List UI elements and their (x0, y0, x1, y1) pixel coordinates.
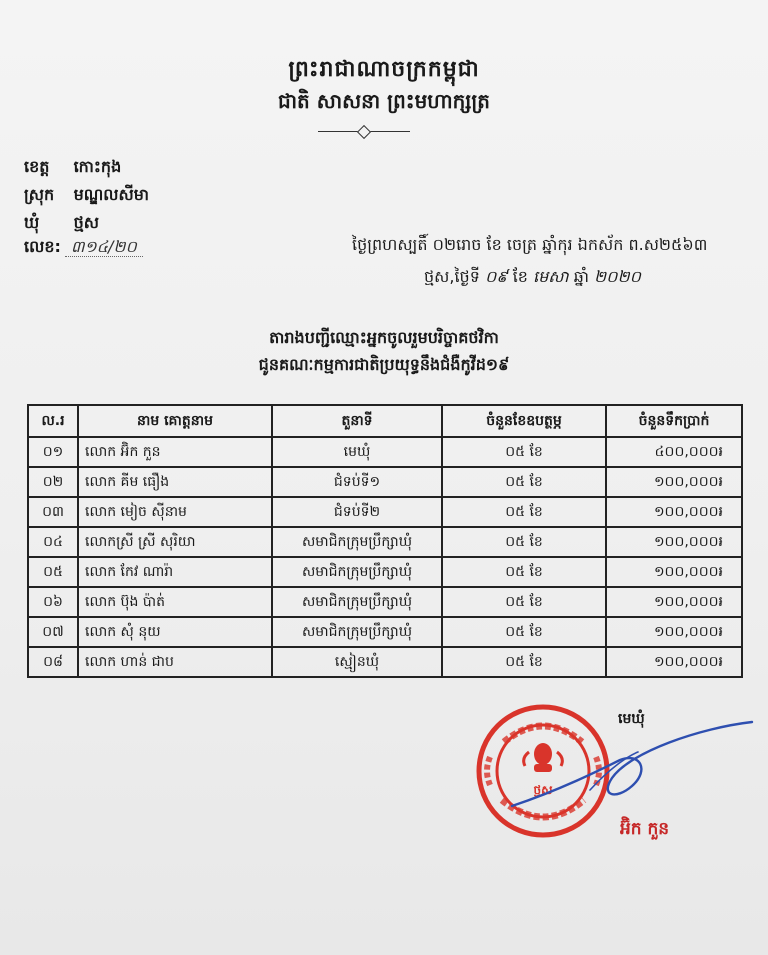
district-line (24, 184, 149, 208)
lunar-date: ថ្ងៃព្រហស្បតិ៍ ០២រោច ខែ ចេត្រ ឆ្នាំកុរ ឯកស័ក ព.ស២៥៦៣ (352, 235, 708, 254)
row-amount: ១០០,០០០៛ (606, 497, 742, 527)
document-subtitle: ជូនគណៈកម្មការជាតិប្រយុទ្ធនឹងជំងឺកូវីដ១៩ (258, 355, 510, 374)
solar-month-label: ខែ (512, 267, 528, 286)
solar-year: ២០២០ (594, 267, 641, 286)
district-value: មណ្ឌលសីមា (73, 185, 149, 204)
table-row (28, 497, 742, 527)
row-name: លោក ប៊ុង ប៉ាត់ (78, 587, 272, 617)
row-name: លោក ហាន់ ជាប (78, 647, 272, 677)
header-position: តួនាទី (272, 405, 442, 437)
row-months: ០៥ ខែ (442, 647, 606, 677)
row-amount: ១០០,០០០៛ (606, 557, 742, 587)
row-no: ០៣ (28, 497, 78, 527)
commune-value: ថ្មស (73, 213, 99, 232)
header-no: ល.រ (28, 405, 78, 437)
table-row (28, 557, 742, 587)
official-stamp (474, 702, 612, 840)
row-no: ០៥ (28, 557, 78, 587)
row-no: ០៧ (28, 617, 78, 647)
row-name: លោក សុំ នុយ (78, 617, 272, 647)
row-name: លោក អ៊ិក កួន (78, 437, 272, 467)
row-months: ០៥ ខែ (442, 437, 606, 467)
row-no: ០៨ (28, 647, 78, 677)
row-position: សមាជិកក្រុមប្រឹក្សាឃុំ (272, 617, 442, 647)
row-months: ០៥ ខែ (442, 497, 606, 527)
commune-label: ឃុំ (24, 213, 40, 232)
document-title: តារាងបញ្ជីឈ្មោះអ្នកចូលរួមបរិច្ចាគថវិកា (269, 328, 499, 347)
row-amount: ១០០,០០០៛ (606, 587, 742, 617)
table-row (28, 467, 742, 497)
reference-number (24, 236, 143, 260)
row-amount: ១០០,០០០៛ (606, 527, 742, 557)
stamp-bottom-lettering (502, 800, 584, 817)
row-months: ០៥ ខែ (442, 527, 606, 557)
header-amount: ចំនួនទឹកប្រាក់ (606, 405, 742, 437)
district-label: ស្រុក (24, 185, 55, 204)
table-row (28, 647, 742, 677)
stamp-left-lettering (487, 757, 490, 785)
row-no: ០២ (28, 467, 78, 497)
row-no: ០៦ (28, 587, 78, 617)
stamp-emblem (524, 743, 563, 772)
table-header-row (28, 405, 742, 437)
solar-month: មេសា (533, 267, 569, 286)
row-position: មេឃុំ (272, 437, 442, 467)
row-name: លោក គីម ធឿង (78, 467, 272, 497)
row-months: ០៥ ខែ (442, 467, 606, 497)
row-name: លោក មៀច ស៊ីនាម (78, 497, 272, 527)
header-name: នាម គោត្តនាម (78, 405, 272, 437)
table-row (28, 587, 742, 617)
solar-day: ០៩ (484, 267, 508, 286)
row-name: លោកស្រី ស្រី សុរិយា (78, 527, 272, 557)
kingdom-heading: ព្រះរាជាណាចក្រកម្ពុជា (288, 57, 480, 82)
row-months: ០៥ ខែ (442, 587, 606, 617)
row-position: សមាជិកក្រុមប្រឹក្សាឃុំ (272, 527, 442, 557)
row-amount: ១០០,០០០៛ (606, 647, 742, 677)
province-label: ខេត្ត (24, 157, 50, 176)
national-motto: ជាតិ សាសនា ព្រះមហាក្សត្រ (278, 89, 490, 113)
stamp-right-lettering (596, 757, 599, 785)
province-value: កោះកុង (73, 157, 122, 176)
row-amount: ១០០,០០០៛ (606, 467, 742, 497)
row-amount: ៤០០,០០០៛ (606, 437, 742, 467)
row-position: ជំទប់ទី២ (272, 497, 442, 527)
row-amount: ១០០,០០០៛ (606, 617, 742, 647)
solar-year-label: ឆ្នាំ (573, 267, 589, 286)
table-row (28, 527, 742, 557)
row-position: សមាជិកក្រុមប្រឹក្សាឃុំ (272, 557, 442, 587)
donor-table (27, 404, 743, 678)
commune-line (24, 212, 99, 236)
province-line (24, 156, 121, 180)
ornament-divider (318, 131, 410, 132)
header-months: ចំនួនខែឧបត្ថម្ភ (442, 405, 606, 437)
solar-date-prefix: ថ្មស,ថ្ងៃទី (424, 267, 480, 286)
signer-title: មេឃុំ (618, 711, 645, 727)
row-no: ០៤ (28, 527, 78, 557)
row-months: ០៥ ខែ (442, 617, 606, 647)
signer-name: អ៊ិក កួន (620, 819, 670, 839)
table-row (28, 437, 742, 467)
stamp-center-text: ថ្មស (533, 783, 553, 797)
row-no: ០១ (28, 437, 78, 467)
solar-date (424, 266, 641, 290)
row-months: ០៥ ខែ (442, 557, 606, 587)
reference-label: លេខ: (24, 237, 61, 256)
reference-value: ៣១៤/២០ (65, 237, 143, 257)
row-position: ជំទប់ទី១ (272, 467, 442, 497)
row-position: សមាជិកក្រុមប្រឹក្សាឃុំ (272, 587, 442, 617)
row-name: លោក កែវ ណារ៉ា (78, 557, 272, 587)
row-position: ស្មៀនឃុំ (272, 647, 442, 677)
table-row (28, 617, 742, 647)
